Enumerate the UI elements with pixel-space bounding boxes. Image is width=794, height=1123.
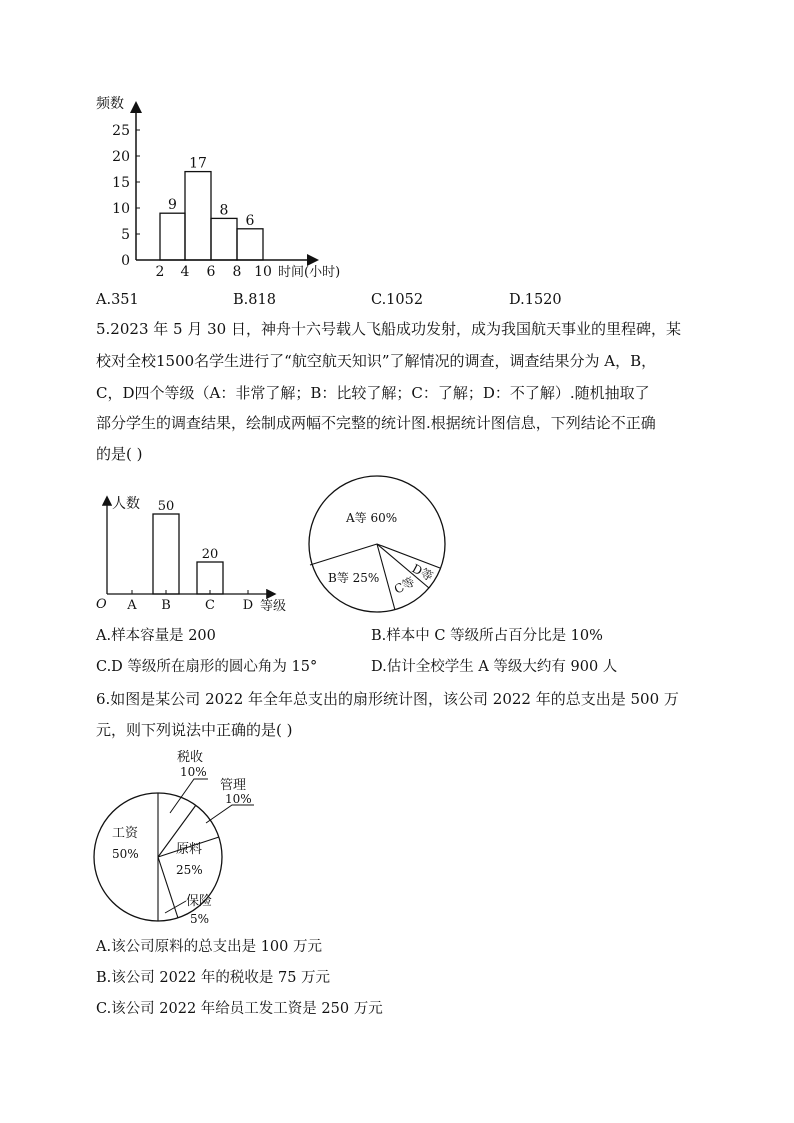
- q6-option-b[interactable]: B.该公司 2022 年的税收是 75 万元: [96, 970, 331, 986]
- q5-bar-label-C: 20: [201, 547, 219, 562]
- histogram-y-tick-15: 15: [112, 175, 130, 191]
- q5-bar-origin: O: [96, 597, 107, 612]
- q6-line-1: 6.如图是某公司 2022 年全年总支出的扇形统计图，该公司 2022 年的总支出是 500 万: [96, 690, 679, 708]
- q6-pie-chart: [90, 745, 270, 930]
- q6-leader-mgmt: [206, 805, 254, 823]
- q5-bar-B: [153, 514, 179, 594]
- q5-pie-chart: [300, 470, 460, 620]
- histogram-y-tick-0: 0: [121, 253, 130, 269]
- histogram-bar-2-4: [160, 213, 185, 260]
- q6-pct-wage: 50%: [112, 847, 139, 861]
- q6-pct-tax: 10%: [180, 765, 207, 779]
- q5-pie-label-a: A等 60%: [346, 511, 398, 525]
- q5-line-1: 5.2023 年 5 月 30 日，神舟十六号载人飞船成功发射，成为我国航天事业的里程碑，某: [96, 320, 681, 338]
- q5-bar-label-B: 50: [157, 499, 175, 514]
- q5-bar-x-tick-D: D: [242, 598, 254, 613]
- q5-bar-x-tick-A: A: [127, 598, 137, 613]
- histogram-y-tick-25: 25: [112, 123, 130, 139]
- q5-bar-C: [197, 562, 223, 594]
- histogram-bar-label-2-4: 9: [168, 197, 177, 214]
- histogram-y-tick-20: 20: [112, 149, 130, 165]
- q4-option-c[interactable]: C.1052: [371, 292, 424, 308]
- histogram-bar-label-8-10: 6: [245, 212, 255, 229]
- q6-option-a[interactable]: A.该公司原料的总支出是 100 万元: [96, 939, 322, 955]
- q5-option-c[interactable]: C.D 等级所在扇形的圆心角为 15°: [96, 659, 318, 675]
- q6-label-ins: 保险: [186, 894, 213, 909]
- histogram-x-tick-6: 6: [206, 264, 216, 280]
- histogram-bar-label-4-6: 17: [189, 155, 207, 172]
- q5-pie-label-c: C等: [391, 574, 418, 597]
- histogram-y-label: 频数: [96, 96, 124, 112]
- q5-option-a[interactable]: A.样本容量是 200: [96, 628, 216, 644]
- q6-pct-mgmt: 10%: [225, 792, 252, 806]
- q6-pie-line-material-ins: [158, 857, 178, 918]
- q5-pie-line-a-b: [310, 544, 377, 565]
- q5-line-5: 的是( ): [96, 445, 143, 463]
- q5-bar-x-tick-C: C: [205, 598, 215, 613]
- histogram-x-tick-2: 2: [155, 264, 165, 280]
- q6-line-2: 元，则下列说法中正确的是( ): [96, 721, 293, 739]
- histogram-y-tick-10: 10: [112, 201, 130, 217]
- histogram-bar-4-6: [185, 172, 211, 260]
- q6-label-tax: 税收: [177, 750, 204, 765]
- q5-bar-x-label: 等级: [260, 599, 287, 614]
- q5-pie-label-b: B等 25%: [328, 571, 380, 585]
- q6-option-c[interactable]: C.该公司 2022 年给员工发工资是 250 万元: [96, 1001, 383, 1017]
- q6-label-wage: 工资: [112, 826, 139, 841]
- histogram-bar-8-10: [237, 229, 263, 260]
- histogram-x-tick-10: 10: [254, 264, 272, 280]
- histogram-chart: [90, 90, 370, 290]
- q4-option-a[interactable]: A.351: [96, 292, 139, 308]
- q4-option-d[interactable]: D.1520: [509, 292, 562, 308]
- q5-option-d[interactable]: D.估计全校学生 A 等级大约有 900 人: [371, 659, 618, 675]
- q5-bar-x-tick-B: B: [161, 598, 171, 613]
- histogram-x-tick-8: 8: [232, 264, 242, 280]
- q6-label-mgmt: 管理: [220, 778, 247, 793]
- q5-line-2: 校对全校1500名学生进行了“航空航天知识”了解情况的调查，调查结果分为 A，B，: [96, 352, 657, 370]
- q5-bar-chart: [88, 490, 298, 620]
- q5-pie-line-d-a: [377, 544, 440, 568]
- histogram-x-label: 时间(小时): [278, 265, 341, 280]
- histogram-x-tick-4: 4: [180, 264, 190, 280]
- histogram-y-tick-5: 5: [121, 227, 130, 243]
- q6-pct-material: 25%: [176, 863, 203, 877]
- q5-bar-y-label: 人数: [112, 496, 140, 512]
- q5-pie-label-d: D等: [409, 561, 436, 584]
- q5-line-3: C，D四个等级（A：非常了解；B：比较了解；C：了解；D：不了解）.随机抽取了: [96, 384, 650, 402]
- q5-option-b[interactable]: B.样本中 C 等级所占百分比是 10%: [371, 628, 603, 644]
- q4-option-b[interactable]: B.818: [233, 292, 276, 308]
- q5-pie-line-b-c: [377, 544, 395, 610]
- q6-pct-ins: 5%: [190, 912, 210, 926]
- q5-line-4: 部分学生的调查结果，绘制成两幅不完整的统计图.根据统计图信息，下列结论不正确: [96, 414, 656, 432]
- histogram-bar-label-6-8: 8: [219, 202, 229, 219]
- q6-label-material: 原料: [176, 842, 203, 857]
- histogram-bar-6-8: [211, 218, 237, 260]
